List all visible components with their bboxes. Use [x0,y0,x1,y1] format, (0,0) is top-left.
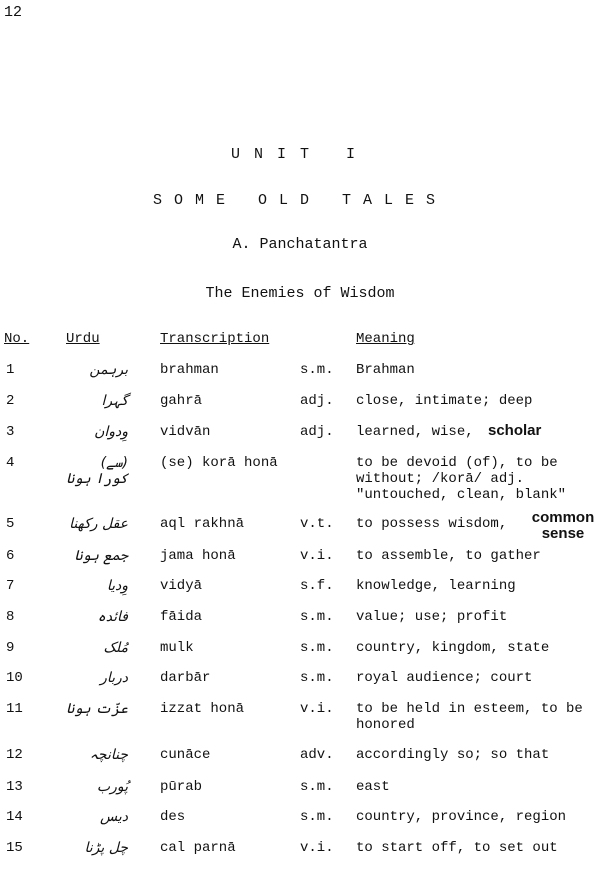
header-no: No. [4,331,30,347]
part-of-speech: s.m. [300,609,334,625]
transcription: pūrab [160,779,203,795]
meaning: to start off, to set out [356,840,558,856]
urdu-word: پُورب [96,779,128,795]
meaning: to be devoid (of), to be without; /korā/ adj. "untouched, clean, blank" [356,455,567,503]
handwritten-addition: common sense [531,509,595,542]
entry-number: 3 [6,424,15,440]
meaning: learned, wise, [356,424,474,440]
header-meaning: Meaning [356,331,415,347]
part-of-speech: v.t. [300,516,334,532]
transcription: gahrā [160,393,203,409]
part-of-speech: s.f. [300,578,334,594]
part-of-speech: v.i. [300,840,334,856]
urdu-word: دیس [100,809,128,825]
entry-number: 1 [6,362,15,378]
meaning: knowledge, learning [356,578,516,594]
entry-number: 2 [6,393,15,409]
meaning: to be held in esteem, to be honored [356,701,583,733]
section-title: A. Panchatantra [232,236,368,253]
entry-number: 10 [6,670,23,686]
entry-number: 4 [6,455,15,471]
part-of-speech: adj. [300,424,334,440]
unit-subtitle: SOME OLD TALES [152,192,448,209]
part-of-speech: adj. [300,393,334,409]
entry-number: 13 [6,779,23,795]
part-of-speech: v.i. [300,548,334,564]
transcription: aql rakhnā [160,516,245,532]
urdu-word: (سے) کورا ہونا [66,455,128,487]
entry-number: 9 [6,640,15,656]
urdu-word: وِدوان [94,424,128,440]
transcription: izzat honā [160,701,245,717]
header-transcription: Transcription [160,331,270,347]
meaning: east [356,779,390,795]
entry-number: 15 [6,840,23,856]
part-of-speech: adv. [300,747,334,763]
urdu-word: دربار [100,670,128,686]
transcription: vidvān [160,424,211,440]
meaning: country, kingdom, state [356,640,550,656]
entry-number: 14 [6,809,23,825]
transcription: brahman [160,362,219,378]
transcription: cunāce [160,747,211,763]
story-title: The Enemies of Wisdom [205,285,395,302]
transcription: vidyā [160,578,203,594]
transcription: jama honā [160,548,236,564]
meaning: to possess wisdom, [356,516,508,532]
part-of-speech: v.i. [300,701,334,717]
transcription: (se) korā honā [160,455,278,471]
part-of-speech: s.m. [300,670,334,686]
entry-number: 5 [6,516,15,532]
entry-number: 7 [6,578,15,594]
meaning: accordingly so; so that [356,747,550,763]
handwritten-addition: scholar [488,422,542,439]
urdu-word: مُلک [103,640,128,656]
urdu-word: وِدیا [106,578,128,594]
meaning: to assemble, to gather [356,548,541,564]
transcription: mulk [160,640,194,656]
entry-number: 11 [6,701,23,717]
meaning: royal audience; court [356,670,533,686]
urdu-word: عزّت ہونا [66,701,128,717]
urdu-word: گہرا [101,393,128,409]
part-of-speech: s.m. [300,779,334,795]
entry-number: 6 [6,548,15,564]
urdu-word: عقل رکھنا [69,516,128,532]
part-of-speech: s.m. [300,640,334,656]
header-urdu: Urdu [66,331,100,347]
meaning: value; use; profit [356,609,508,625]
page-number: 12 [4,4,23,21]
urdu-word: جمع ہونا [74,548,128,564]
urdu-word: چنانچہ [89,747,128,763]
transcription: darbār [160,670,211,686]
meaning: close, intimate; deep [356,393,533,409]
meaning: Brahman [356,362,415,378]
part-of-speech: s.m. [300,362,334,378]
part-of-speech: s.m. [300,809,334,825]
meaning: country, province, region [356,809,567,825]
urdu-word: چل پڑنا [84,840,128,856]
urdu-word: فائدہ [97,609,128,625]
transcription: cal parnā [160,840,236,856]
transcription: des [160,809,186,825]
unit-title: UNIT I [230,146,369,163]
entry-number: 8 [6,609,15,625]
entry-number: 12 [6,747,23,763]
urdu-word: برہمن [89,362,128,378]
transcription: fāida [160,609,203,625]
